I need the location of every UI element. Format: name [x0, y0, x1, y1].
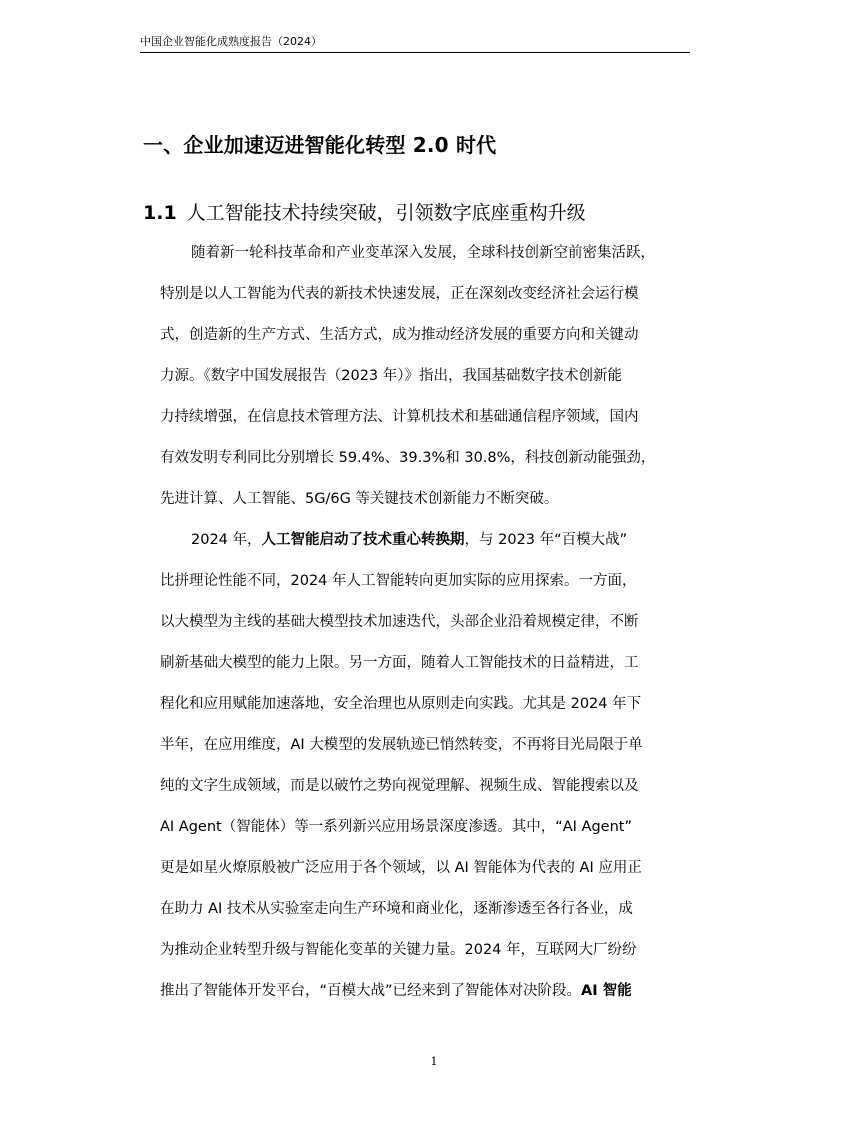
paragraph-line: 程化和应用赋能加速落地，安全治理也从原则走向实践。尤其是 2024 年下 — [160, 696, 642, 712]
paragraph-line: 特别是以人工智能为代表的新技术快速发展，正在深刻改变经济社会运行模 — [160, 286, 639, 302]
section-number: 1.1 — [143, 202, 177, 224]
paragraph-2 — [160, 527, 700, 1019]
body-text — [160, 240, 700, 1019]
paragraph-line: 先进计算、人工智能、5G/6G 等关键技术创新能力不断突破。 — [160, 491, 559, 507]
paragraph-line: 纯的文字生成领域，而是以破竹之势向视觉理解、视频生成、智能搜索以及 — [160, 778, 639, 794]
paragraph-line-lead: 推出了智能体开发平台，“百模大战”已经来到了智能体对决阶段。 — [160, 983, 582, 999]
paragraph-line: 有效发明专利同比分别增长 59.4%、39.3%和 30.8%，科技创新动能强劲， — [160, 450, 656, 466]
paragraph-line: 半年，在应用维度，AI 大模型的发展轨迹已悄然转变，不再将目光局限于单 — [160, 737, 643, 753]
paragraph-line: 随着新一轮科技革命和产业变革深入发展，全球科技创新空前密集活跃， — [191, 245, 655, 261]
paragraph-line: 以大模型为主线的基础大模型技术加速迭代，头部企业沿着规模定律，不断 — [160, 614, 639, 630]
section-title: 人工智能技术持续突破，引领数字底座重构升级 — [186, 202, 586, 224]
chapter-title: 一、企业加速迈进智能化转型 2.0 时代 — [143, 133, 497, 157]
paragraph-line: 力源。《数字中国发展报告（2023 年）》指出，我国基础数字技术创新能 — [160, 368, 623, 384]
paragraph-1 — [160, 240, 700, 527]
running-header — [140, 34, 690, 53]
paragraph-line: 力持续增强，在信息技术管理方法、计算机技术和基础通信程序领域，国内 — [160, 409, 639, 425]
paragraph-line: AI Agent（智能体）等一系列新兴应用场景深度渗透。其中，“AI Agent” — [160, 819, 632, 835]
emphasis-text: AI 智能 — [581, 983, 632, 999]
running-header-title: 中国企业智能化成熟度报告（2024） — [140, 35, 322, 48]
paragraph-line: 比拼理论性能不同，2024 年人工智能转向更加实际的应用探索。一方面， — [160, 573, 637, 589]
section-heading — [143, 198, 703, 228]
paragraph-line-lead: 2024 年， — [191, 532, 262, 548]
paragraph-line — [160, 978, 700, 1019]
paragraph-line — [160, 527, 700, 568]
page-number: 1 — [430, 1055, 438, 1068]
paragraph-line: 刷新基础大模型的能力上限。另一方面，随着人工智能技术的日益精进，工 — [160, 655, 639, 671]
emphasis-text: 人工智能启动了技术重心转换期 — [261, 532, 465, 548]
paragraph-line: 式，创造新的生产方式、生活方式，成为推动经济发展的重要方向和关键动 — [160, 327, 639, 343]
paragraph-line: 为推动企业转型升级与智能化变革的关键力量。2024 年，互联网大厂纷纷 — [160, 942, 637, 958]
paragraph-line: 在助力 AI 技术从实验室走向生产环境和商业化，逐渐渗透至各行各业，成 — [160, 901, 633, 917]
paragraph-line-tail: ，与 2023 年“百模大战” — [464, 532, 628, 548]
paragraph-line: 更是如星火燎原般被广泛应用于各个领域，以 AI 智能体为代表的 AI 应用正 — [160, 860, 642, 876]
